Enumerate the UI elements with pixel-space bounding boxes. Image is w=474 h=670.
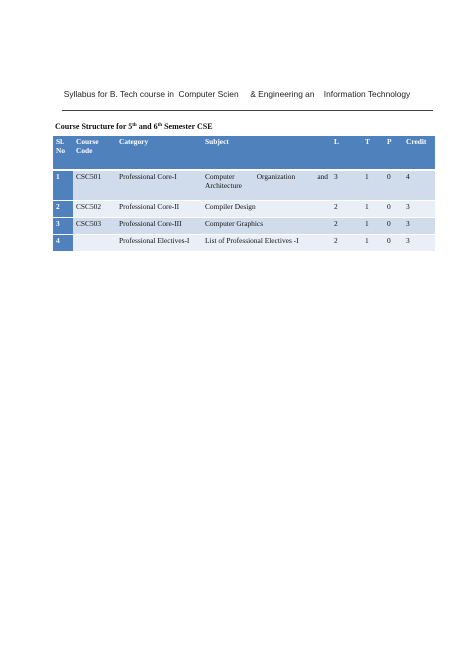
column-header-sl-no: Sl. No	[53, 136, 73, 170]
tutorial-hours-cell: 1	[362, 170, 384, 201]
subject-cell: Compiler Design	[202, 201, 331, 218]
category-cell: Professional Core-III	[116, 218, 202, 235]
table-row	[53, 201, 435, 218]
practical-hours-cell: 0	[384, 170, 403, 201]
lecture-hours-cell: 3	[331, 170, 362, 201]
page-header-title: Syllabus for B. Tech course in Computer Scien & Engineering an Information Technology	[63, 89, 411, 99]
table-header-row	[53, 136, 435, 170]
heading-mid: and 6	[136, 122, 158, 131]
course-code-cell: CSC501	[73, 170, 116, 201]
column-header-p: P	[384, 136, 403, 170]
sl-no-cell: 1	[53, 170, 73, 201]
subject-word: and	[317, 172, 328, 181]
sl-no-cell: 3	[53, 218, 73, 235]
section-heading	[55, 122, 213, 131]
subject-line-2: Architecture	[205, 180, 242, 190]
subject-cell	[202, 170, 331, 201]
column-header-category: Category	[116, 136, 202, 170]
tutorial-hours-cell: 1	[362, 201, 384, 218]
heading-sup-1: th	[132, 123, 137, 128]
credit-cell: 4	[403, 170, 435, 201]
subject-cell: Computer Graphics	[202, 218, 331, 235]
practical-hours-cell: 0	[384, 201, 403, 218]
category-cell: Professional Electives-I	[116, 235, 202, 252]
tutorial-hours-cell: 1	[362, 218, 384, 235]
credit-cell: 3	[403, 218, 435, 235]
course-code-cell	[73, 235, 116, 252]
credit-cell: 3	[403, 235, 435, 252]
lecture-hours-cell: 2	[331, 218, 362, 235]
subject-word: Computer	[205, 172, 235, 181]
course-code-cell: CSC503	[73, 218, 116, 235]
subject-word: Organization	[256, 172, 296, 181]
column-header-t: T	[362, 136, 384, 170]
lecture-hours-cell: 2	[331, 201, 362, 218]
column-header-l: L	[331, 136, 362, 170]
header-divider	[62, 110, 433, 111]
sl-no-cell: 2	[53, 201, 73, 218]
column-header-credit: Credit	[403, 136, 435, 170]
category-cell: Professional Core-I	[116, 170, 202, 201]
credit-cell: 3	[403, 201, 435, 218]
course-code-cell: CSC502	[73, 201, 116, 218]
practical-hours-cell: 0	[384, 235, 403, 252]
heading-prefix: Course Structure for 5	[55, 122, 133, 131]
sl-no-cell: 4	[53, 235, 73, 252]
subject-cell: List of Professional Electives -I	[202, 235, 331, 252]
table-row	[53, 218, 435, 235]
course-structure-table	[53, 136, 435, 252]
heading-sup-2: th	[157, 123, 163, 128]
table-row	[53, 170, 435, 201]
column-header-subject: Subject	[202, 136, 331, 170]
lecture-hours-cell: 2	[331, 235, 362, 252]
practical-hours-cell: 0	[384, 218, 403, 235]
heading-suffix: Semester CSE	[162, 122, 213, 131]
table-row	[53, 235, 435, 252]
tutorial-hours-cell: 1	[362, 235, 384, 252]
column-header-course-code: Course Code	[73, 136, 116, 170]
category-cell: Professional Core-II	[116, 201, 202, 218]
